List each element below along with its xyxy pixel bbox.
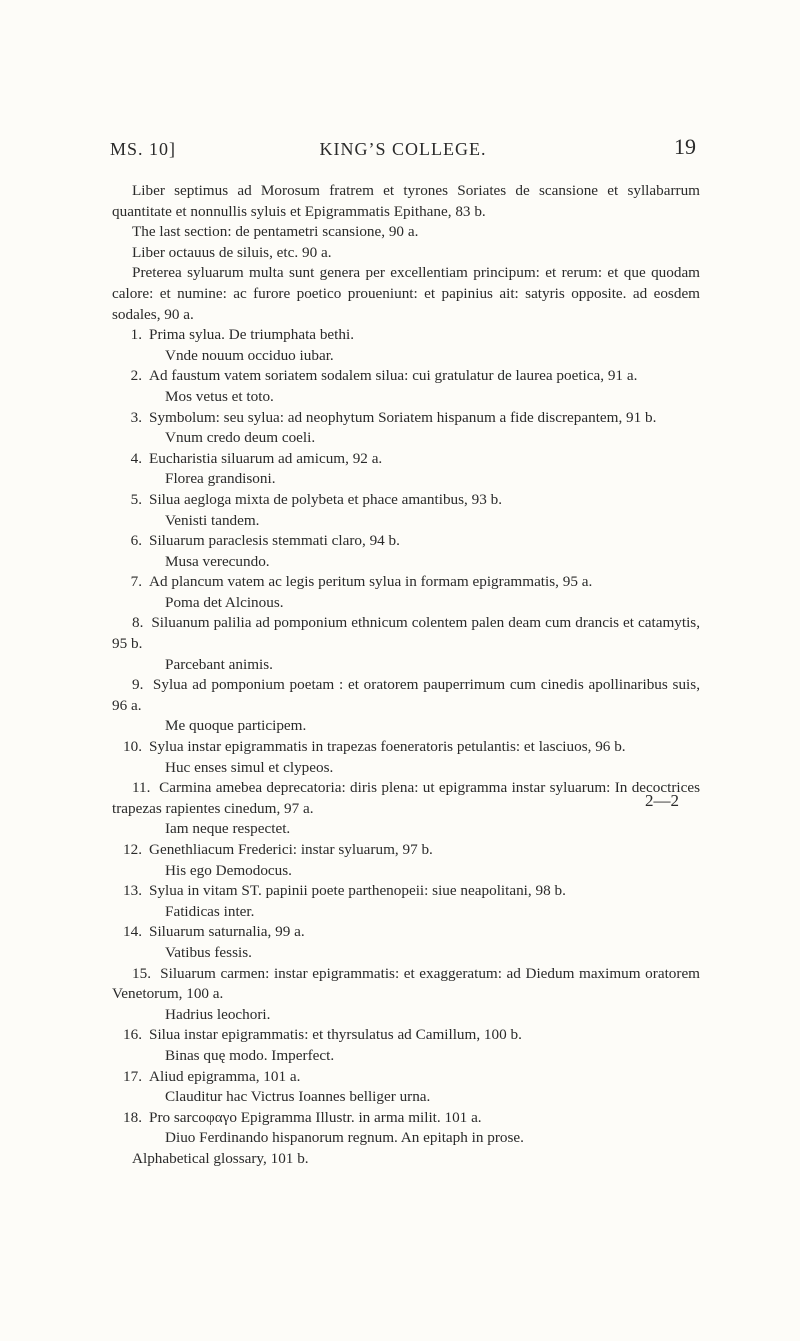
incipit-line: Clauditur hac Victrus Ioannes belliger urna.: [165, 1088, 431, 1106]
entry-number: 3.: [130, 408, 142, 426]
glossary-line: Alphabetical glossary, 101 b.: [132, 1149, 309, 1167]
entry-text: Silua aegloga mixta de polybeta et phace amantibus, 93 b.: [149, 490, 503, 508]
catalogue-entry: [112, 531, 700, 552]
description-paragraph: Liber octauus de siluis, etc. 90 a.: [132, 243, 332, 261]
catalogue-entry: [112, 881, 700, 902]
incipit-line: Vnum credo deum coeli.: [165, 429, 316, 447]
incipit-line: Vnde nouum occiduo iubar.: [165, 346, 334, 364]
signature-mark: 2—2: [645, 791, 679, 810]
entry-text: Siluanum palilia ad pomponium ethnicum colentem palen deam cum drancis et catamytis, 95 b.: [112, 614, 700, 653]
catalogue-entry: [112, 325, 700, 346]
description-paragraph: The last section: de pentametri scansione, 90 a.: [132, 223, 419, 241]
incipit-line: His ego Demodocus.: [165, 861, 292, 879]
description-paragraph: Preterea syluarum multa sunt genera per excellentiam principum: et rerum: et que quodam calore: et numine: ac furore poetico proueniunt: et papinius ait: satyris opposite. ad eosdem sodales, 90 a.: [112, 264, 700, 323]
running-header: [110, 134, 696, 169]
catalogue-entry: [112, 408, 700, 429]
catalogue-entry: [112, 572, 700, 593]
incipit-line: Poma det Alcinous.: [165, 593, 284, 611]
entry-number: 14.: [123, 923, 142, 941]
entry-text: Ad faustum vatem soriatem sodalem silua: cui gratulatur de laurea poetica, 91 a.: [149, 367, 638, 385]
entry-number: 12.: [123, 841, 142, 858]
incipit-line: Binas quę modo. Imperfect.: [165, 1046, 335, 1064]
catalogue-entry: [112, 922, 700, 943]
incipit-line: Mos vetus et toto.: [165, 387, 274, 405]
incipit-line: Diuo Ferdinando hispanorum regnum. An epitaph in prose.: [165, 1129, 524, 1147]
entry-number: 7.: [130, 573, 142, 591]
entry-text: Carmina amebea deprecatoria: diris plena: ut epigramma instar syluarum: In decoctrices trapezas rapientes cinedum, 97 a.: [112, 779, 700, 817]
entry-text: Sylua ad pomponium poetam : et oratorem pauperrimum cum cinedis apollinaribus suis, 96 a.: [112, 676, 700, 714]
catalogue-entry: [112, 366, 700, 387]
entry-text: Eucharistia siluarum ad amicum, 92 a.: [149, 449, 383, 467]
entry-number: 17.: [123, 1067, 142, 1085]
incipit-line: Me quoque participem.: [165, 717, 307, 735]
incipit-line: Huc enses simul et clypeos.: [165, 758, 334, 776]
entry-text: Genethliacum Frederici: instar syluarum, 97 b.: [149, 841, 433, 858]
catalogue-entry: [112, 613, 700, 654]
incipit-line: Fatidicas inter.: [165, 902, 255, 920]
entry-number: 16.: [123, 1026, 142, 1044]
entry-text: Silua instar epigrammatis: et thyrsulatus ad Camillum, 100 b.: [149, 1026, 522, 1044]
catalogue-entry: [112, 675, 700, 716]
page-number: 19: [674, 134, 696, 159]
entry-text: Siluarum saturnalia, 99 a.: [149, 923, 305, 941]
incipit-line: Vatibus fessis.: [165, 943, 252, 961]
entry-text: Siluarum carmen: instar epigrammatis: et exaggeratum: ad Diedum maximum oratorem Venetorum, 100 a.: [112, 964, 700, 1003]
catalogue-entry: [112, 1067, 700, 1088]
incipit-line: Florea grandisoni.: [165, 470, 276, 488]
catalogue-entry: [112, 1108, 700, 1129]
entry-number: 9.: [132, 676, 144, 694]
catalogue-entry: [112, 449, 700, 470]
catalogue-entry: [112, 490, 700, 511]
incipit-line: Musa verecundo.: [165, 552, 270, 570]
catalogue-entry: [112, 964, 700, 1005]
entry-number: 10.: [123, 738, 142, 756]
entry-number: 15.: [132, 964, 151, 982]
incipit-line: Parcebant animis.: [165, 655, 273, 673]
entry-text: Symbolum: seu sylua: ad neophytum Soriatem hispanum a fide discrepantem, 91 b.: [149, 408, 657, 426]
entry-text: Ad plancum vatem ac legis peritum sylua in formam epigrammatis, 95 a.: [149, 573, 593, 591]
entry-number: 11.: [132, 779, 151, 797]
catalogue-body: [112, 181, 700, 1170]
entry-text: Siluarum paraclesis stemmati claro, 94 b.: [149, 532, 400, 550]
entry-text: Sylua in vitam ST. papinii poete parthenopeii: siue neapolitani, 98 b.: [149, 882, 566, 900]
catalogue-entry: [112, 1025, 700, 1046]
entry-number: 2.: [130, 367, 142, 385]
running-title: KING’S COLLEGE.: [319, 139, 487, 159]
entry-number: 6.: [130, 532, 142, 550]
incipit-line: Venisti tandem.: [165, 511, 260, 529]
manuscript-label: MS. 10]: [110, 139, 177, 159]
incipit-line: Iam neque respectet.: [165, 820, 291, 838]
catalogue-entry: [112, 778, 700, 819]
catalogue-entry: [112, 840, 700, 861]
entry-text: Pro sarcoφαγo Epigramma Illustr. in arma milit. 101 a.: [149, 1108, 482, 1126]
entry-number: 8.: [132, 614, 144, 632]
entry-number: 4.: [130, 449, 142, 467]
entry-text: Prima sylua. De triumphata bethi.: [149, 326, 354, 344]
entry-number: 13.: [123, 882, 142, 900]
entry-number: 18.: [123, 1108, 142, 1126]
entry-text: Sylua instar epigrammatis in trapezas foeneratoris petulantis: et lasciuos, 96 b.: [149, 738, 626, 756]
entry-text: Aliud epigramma, 101 a.: [149, 1067, 301, 1085]
entry-number: 5.: [130, 490, 142, 508]
catalogue-entry: [112, 737, 700, 758]
incipit-line: Hadrius leochori.: [165, 1005, 271, 1023]
description-paragraph: Liber septimus ad Morosum fratrem et tyrones Soriates de scansione et syllabarrum quantitate et nonnullis syluis et Epigrammatis Epithane, 83 b.: [112, 182, 700, 220]
entry-number: 1.: [130, 326, 142, 344]
